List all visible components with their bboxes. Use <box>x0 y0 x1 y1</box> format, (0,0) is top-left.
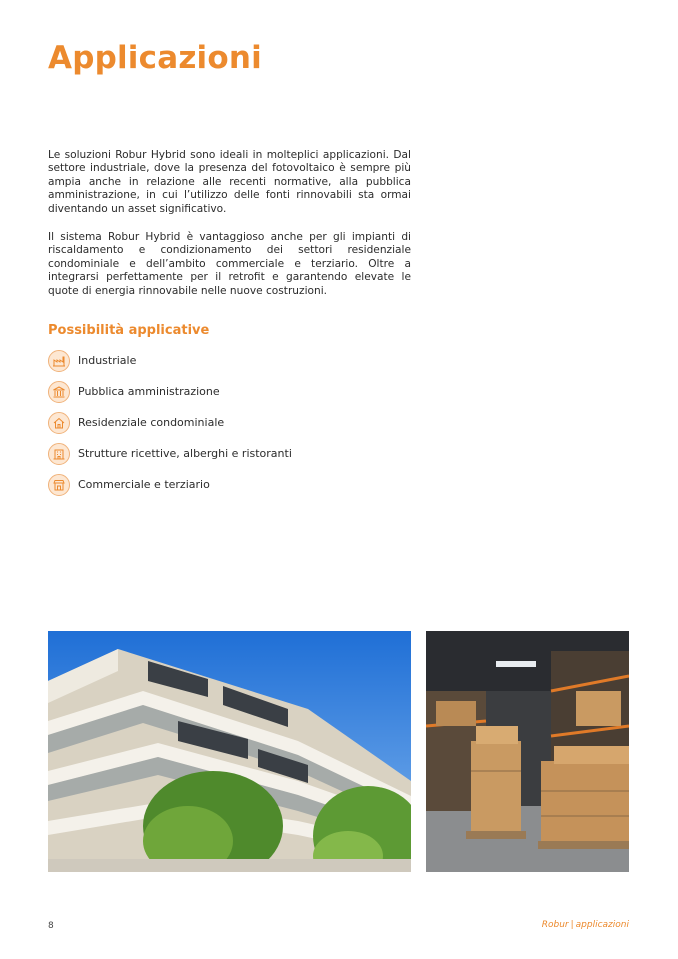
application-label: Industriale <box>78 354 137 367</box>
applications-list <box>48 345 292 500</box>
application-label: Commerciale e terziario <box>78 478 210 491</box>
list-item-strutture-ricettive <box>48 438 292 469</box>
list-item-pubblica-amministrazione <box>48 376 292 407</box>
house-icon <box>48 412 70 434</box>
footer-section: applicazioni <box>575 920 629 930</box>
list-item-commerciale <box>48 469 292 500</box>
list-item-industriale <box>48 345 292 376</box>
footer-brand-name: Robur <box>541 920 569 930</box>
hotel-icon <box>48 443 70 465</box>
page-title: Applicazioni <box>48 40 262 76</box>
public-building-icon <box>48 381 70 403</box>
warehouse-photo <box>426 631 629 872</box>
page-number: 8 <box>48 921 54 931</box>
application-label: Pubblica amministrazione <box>78 385 220 398</box>
application-label: Residenziale condominiale <box>78 416 225 429</box>
shop-icon <box>48 474 70 496</box>
footer-separator: | <box>570 920 574 930</box>
building-photo <box>48 631 411 872</box>
intro-paragraph: Le soluzioni Robur Hybrid sono ideali in molteplici applicazioni. Dal settore industriale, dove la presenza del fotovoltaico è sempre più ampia anche in relazione alle recenti normative, alla pubblica amministrazione, in cui l’utilizzo delle fonti rinnovabili sta ormai diventando un asset significativo. <box>48 149 411 215</box>
list-item-residenziale <box>48 407 292 438</box>
system-paragraph: Il sistema Robur Hybrid è vantaggioso anche per gli impianti di riscaldamento e condizionamento dei settori residenziale condominiale e dell’ambito commerciale e terziario. Oltre a integrarsi perfettamente per il retrofit e garantendo elevate le quote di energia rinnovabile nelle nuove costruzioni. <box>48 231 411 297</box>
section-subtitle: Possibilità applicative <box>48 323 210 338</box>
factory-icon <box>48 350 70 372</box>
application-label: Strutture ricettive, alberghi e ristoranti <box>78 447 292 460</box>
footer-brand <box>542 920 629 930</box>
